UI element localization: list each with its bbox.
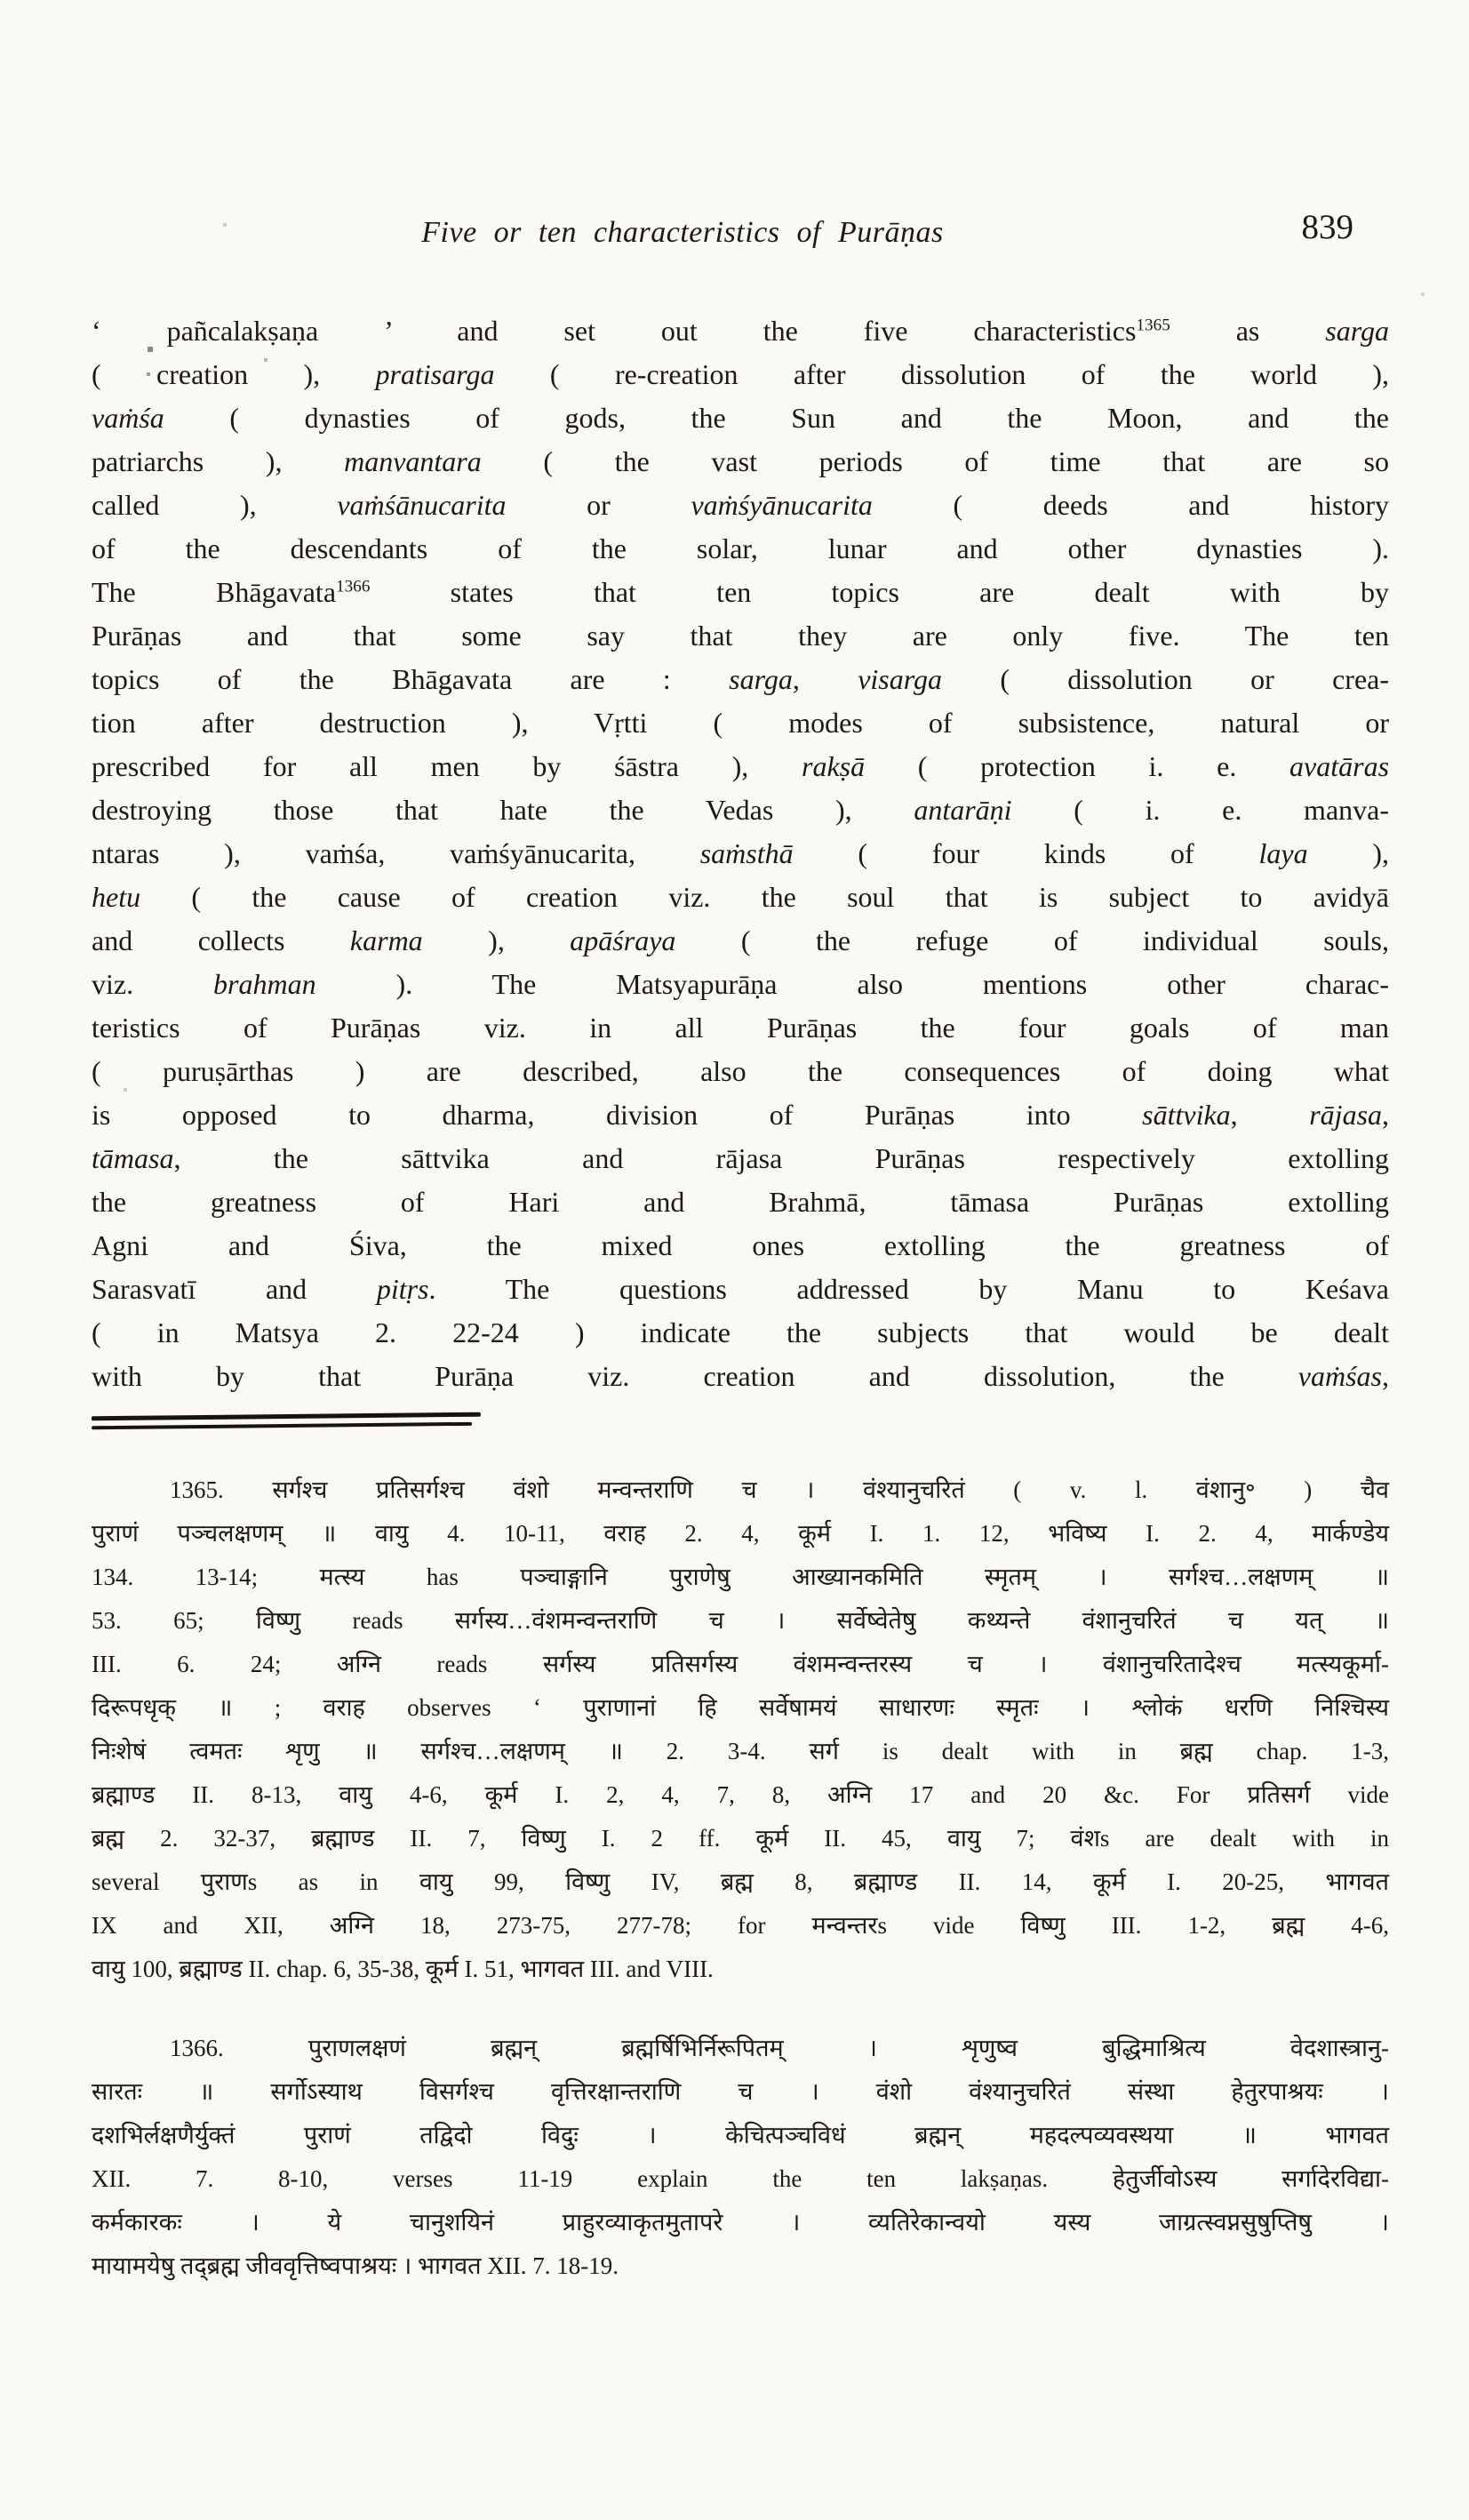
body-line [92,1268,1389,1311]
body-line [92,832,1389,876]
text-segment: or [506,489,691,521]
footnote-line [92,1773,1389,1817]
text-segment: vaṁśyānucarita [691,489,873,521]
text-segment: ( dynasties of gods, the Sun and the Moon, and the [164,402,1389,434]
text-segment: is opposed to dharma, division of Purāṇas into [92,1099,1143,1131]
text-segment: hetu [92,881,141,913]
text-segment: 134. 13-14; मत्स्य has पञ्चाङ्गानि पुराणेषु आख्यानकमिति स्मृतम् । सर्गश्च…लक्षणम् ॥ [92,1564,1389,1590]
text-segment: teristics of Purāṇas viz. in all Purāṇas the four goals of man [92,1012,1389,1044]
page-number: 839 [1301,208,1353,246]
text-segment: manvantara [344,445,482,477]
body-line [92,1180,1389,1224]
text-segment: topics of the Bhāgavata are : [92,663,730,695]
text-segment: destroying those that hate the Vedas ), [92,794,914,826]
separator-stroke-bottom [92,1422,472,1429]
text-segment: patriarchs ), [92,445,345,477]
text-segment: , [1230,1099,1310,1131]
body-line [92,353,1389,396]
text-segment: of the descendants of the solar, lunar and other dynasties ). [92,532,1389,564]
text-segment: ( the vast periods of time that are so [481,445,1390,477]
text-segment: दिरूपधृक् ॥ ; वराह observes ‘ पुराणानां हि सर्वेषामयं साधारणः स्मृतः । श्लोकं धरणि निश्चिस्य [92,1694,1389,1721]
body-line [92,1224,1389,1268]
body-line [92,919,1389,963]
text-segment: vaṁśānucarita [337,489,507,521]
text-segment: III. 6. 24; अग्नि reads सर्गस्य प्रतिसर्गस्य वंशमन्वन्तरस्य च । वंशानुचरितादेश्च मत्स्यकूर्मा- [92,1651,1389,1677]
text-segment: ( four kinds of [793,837,1259,869]
text-segment: apāśraya [570,924,676,956]
footnote-line [92,2157,1389,2201]
footnote-line [92,2027,1389,2070]
text-segment: sāttvika [1142,1099,1231,1131]
text-segment: visarga [858,663,942,695]
text-segment: ( puruṣārthas ) are described, also the consequences of doing what [92,1055,1389,1087]
text-segment: rakṣā [801,750,866,782]
text-segment: ‘ pañcalakṣaṇa ’ and set out the five characteristics [92,315,1137,347]
body-line [92,963,1389,1006]
text-segment: ( the cause of creation viz. the soul that is subject to avidyā [140,881,1389,913]
footnote-line [92,1904,1389,1948]
body-line [92,1355,1389,1398]
text-segment: ( in Matsya 2. 22-24 ) indicate the subjects that would be dealt [92,1316,1389,1348]
text-segment: sarga [1325,315,1390,347]
text-segment: with by that Purāṇa viz. creation and dissolution, the [92,1360,1298,1392]
text-segment: several पुराणs as in वायु 99, विष्णु IV, ब्रह्म 8, ब्रह्माण्ड II. 14, कूर्म I. 20-25, भागवत [92,1868,1389,1895]
text-segment: ntaras ), vaṁśa, vaṁśyānucarita, [92,837,700,869]
text-segment: ). The Matsyapurāṇa also mentions other charac- [315,968,1389,1000]
footnote-line [92,1860,1389,1904]
text-segment: ( re-creation after dissolution of the world ), [494,358,1390,390]
text-segment: as [1170,315,1326,347]
text-segment: मायामयेषु तद्ब्रह्म जीववृत्तिष्वपाश्रयः । भागवत XII. 7. 18-19. [92,2252,619,2279]
footnote-line [92,1686,1389,1730]
text-segment: ( protection i. e. [865,750,1290,782]
footnote-line [92,2244,1389,2288]
body-line [92,527,1389,571]
body-line [92,614,1389,658]
footnote-line [92,1817,1389,1860]
footnote-line [92,2114,1389,2157]
text-segment: 1365. सर्गश्च प्रतिसर्गश्च वंशो मन्वन्तराणि च । वंश्यानुचरितं ( v. l. वंशानु॰ ) चैव [170,1476,1389,1503]
footnote-line [92,1512,1389,1556]
text-segment: prescribed for all men by śāstra ), [92,750,802,782]
footnote-line [92,1643,1389,1686]
text-segment: ब्रह्माण्ड II. 8-13, वायु 4-6, कूर्म I. 2, 4, 7, 8, अग्नि 17 and 20 &c. For प्रतिसर्ग vide [92,1781,1389,1808]
text-segment: ( deeds and history [872,489,1390,521]
text-segment: vaṁśa [92,402,164,434]
footnote-1365 [92,1468,1389,1991]
text-segment: . The questions addressed by Manu to Keśava [428,1273,1390,1305]
footnote-line [92,1599,1389,1643]
text-segment: avatāras [1289,750,1390,782]
body-line [92,1311,1389,1355]
text-segment: , [1382,1099,1390,1131]
text-segment: दशभिर्लक्षणैर्युक्तं पुराणं तद्विदो विदुः । केचित्पञ्चविधं ब्रह्मन् महदल्पव्यवस्थया ॥ भागवत [92,2122,1389,2148]
body-line [92,1006,1389,1050]
body-line [92,396,1389,440]
text-segment: The Bhāgavata [92,576,337,608]
text-segment: , [792,663,858,695]
text-segment: सारतः ॥ सर्गोऽस्याथ विसर्गश्च वृत्तिरक्षान्तराणि च । वंशो वंश्यानुचरितं संस्था हेतुरपाश्रयः । [92,2078,1389,2105]
body-line [92,1137,1389,1180]
text-segment: ( i. e. manva- [1011,794,1390,826]
text-segment: tion after destruction ), Vṛtti ( modes of subsistence, natural or [92,707,1389,739]
text-segment: XII. 7. 8-10, verses 11-19 explain the ten lakṣaṇas. हेतुर्जीवोऽस्य सर्गादेरविद्या- [92,2165,1389,2192]
body-line [92,484,1389,527]
text-segment: pratisarga [375,358,495,390]
running-title: Five or ten characteristics of Purāṇas [421,216,944,249]
body-line [92,440,1389,484]
text-segment: vaṁśas [1297,1360,1382,1392]
footnote-line [92,1948,1389,1991]
page-header [92,210,1389,263]
separator-stroke-top [92,1412,481,1421]
text-segment: saṁsthā [699,837,794,869]
text-segment: IX and XII, अग्नि 18, 273-75, 277-78; for मन्वन्तरs vide विष्णु III. 1-2, ब्रह्म 4-6, [92,1912,1389,1939]
text-segment: brahman [213,968,316,1000]
text-segment: the greatness of Hari and Brahmā, tāmasa Purāṇas extolling [92,1186,1389,1218]
text-segment: ( the refuge of individual souls, [675,924,1389,956]
text-segment: laya [1258,837,1308,869]
footnote-line [92,1730,1389,1773]
text-segment: , [1382,1360,1389,1392]
body-line [92,788,1389,832]
text-segment: sarga [729,663,793,695]
text-segment: called ), [92,489,338,521]
text-segment: ब्रह्म 2. 32-37, ब्रह्माण्ड II. 7, विष्णु I. 2 ff. कूर्म II. 45, वायु 7; वंशs are dealt with in [92,1825,1389,1852]
text-segment: karma [349,924,423,956]
text-segment: ( creation ), [92,358,376,390]
body-line [92,745,1389,788]
footnotes [92,1468,1389,2288]
body-line [92,1050,1389,1093]
text-segment: ), [422,924,571,956]
scan-artifact-specks [0,0,2,2]
text-segment: निःशेषं त्वमतः शृणु ॥ सर्गश्च…लक्षणम् ॥ 2. 3-4. सर्ग is dealt with in ब्रह्म chap. 1-3, [92,1738,1389,1764]
text-segment: पुराणं पञ्चलक्षणम् ॥ वायु 4. 10-11, वराह 2. 4, कूर्म I. 1. 12, भविष्य I. 2. 4, मार्कण्डेय [92,1520,1389,1547]
text-segment: antarāṇi [914,794,1012,826]
footnote-line [92,1468,1389,1512]
text-segment: 1366 [336,577,371,596]
text-segment: ( dissolution or crea- [942,663,1390,695]
footnote-1366 [92,2027,1389,2288]
text-segment: rājasa [1309,1099,1383,1131]
text-segment: कर्मकारकः । ये चानुशयिनं प्राहुरव्याकृतमुतापरे । व्यतिरेकान्वयो यस्य जाग्रत्स्वप्नसुषुप्तिषु । [92,2209,1389,2236]
text-segment: Sarasvatī and [92,1273,377,1305]
footnote-line [92,1556,1389,1599]
text-segment: 53. 65; विष्णु reads सर्गस्य…वंशमन्वन्तराणि च । सर्वेष्वेतेषु कथ्यन्ते वंशानुचरितं च यत् ॥ [92,1607,1389,1634]
text-segment: viz. [92,968,214,1000]
body-line [92,1093,1389,1137]
text-segment: Purāṇas and that some say that they are only five. The ten [92,620,1389,652]
body-line [92,571,1389,614]
footnote-line [92,2201,1389,2244]
text-segment: and collects [92,924,350,956]
body-line [92,309,1389,353]
body-line [92,701,1389,745]
body-line [92,876,1389,919]
text-segment: tāmasa [92,1142,174,1174]
footnote-line [92,2070,1389,2114]
text-segment: states that ten topics are dealt with by [370,576,1390,608]
text-segment: , the sāttvika and rājasa Purāṇas respectively extolling [173,1142,1389,1174]
body-line [92,658,1389,701]
text-segment: 1365 [1136,316,1170,335]
text-segment: 1366. पुराणलक्षणं ब्रह्मन् ब्रह्मर्षिभिर्निरूपितम् । शृणुष्व बुद्धिमाश्रित्य वेदशास्त्रानु- [170,2035,1389,2061]
text-segment: ), [1307,837,1390,869]
body-text [92,309,1389,1398]
footnote-separator [92,1412,483,1430]
text-segment: pitṛs [376,1273,429,1305]
text-segment: वायु 100, ब्रह्माण्ड II. chap. 6, 35-38, कूर्म I. 51, भागवत III. and VIII. [92,1956,714,1982]
text-segment: Agni and Śiva, the mixed ones extolling the greatness of [92,1229,1389,1261]
